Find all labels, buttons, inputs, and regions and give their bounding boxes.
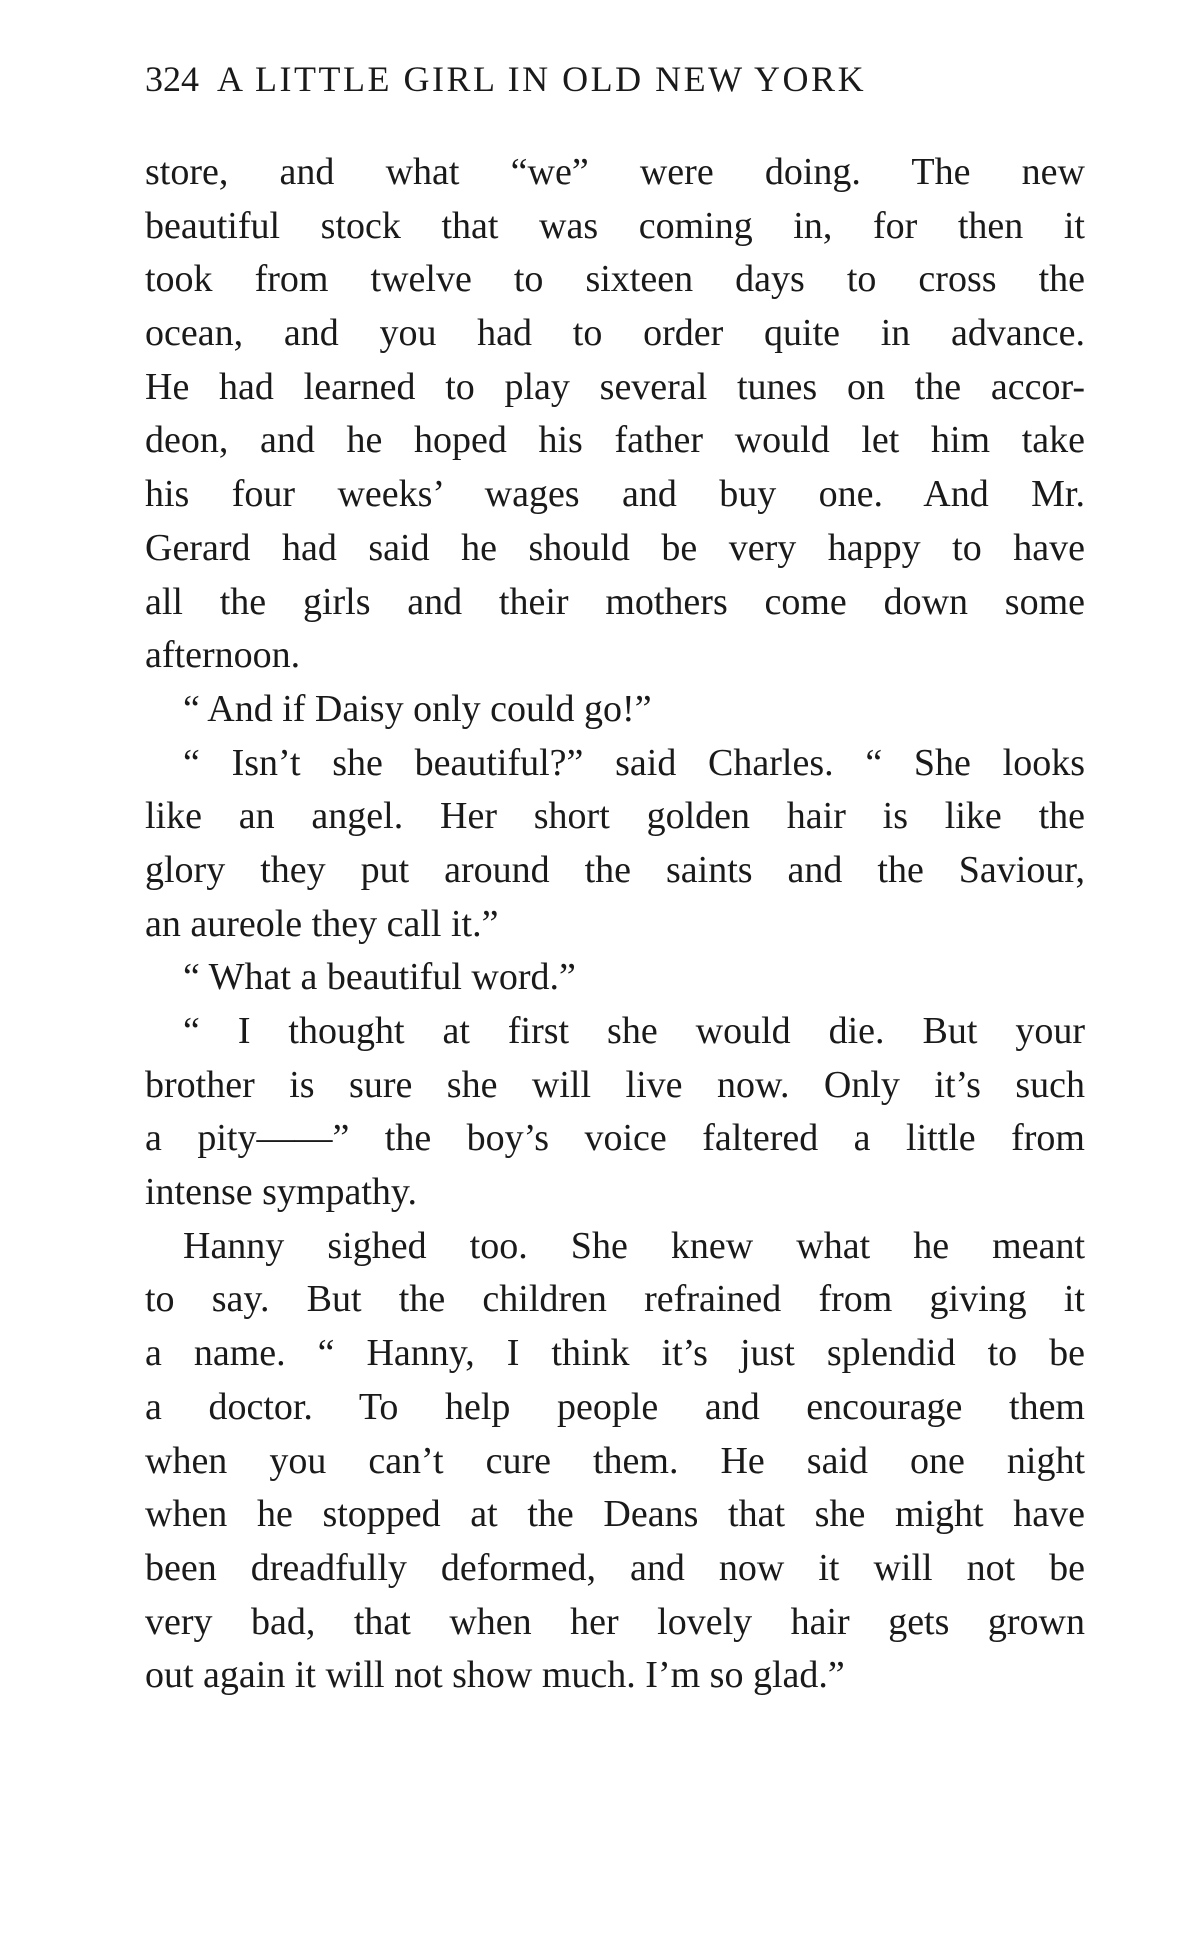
- text-line: very bad, that when her lovely hair gets grown: [145, 1600, 1085, 1643]
- text-line: out again it will not show much. I’m so glad.”: [145, 1654, 845, 1697]
- text-line: took from twelve to sixteen days to cross the: [145, 258, 1085, 301]
- text-line: a doctor. To help people and encourage them: [145, 1385, 1085, 1428]
- text-line: a pity——” the boy’s voice faltered a little from: [145, 1117, 1085, 1160]
- text-line: ocean, and you had to order quite in advance.: [145, 312, 1085, 355]
- text-line: deon, and he hoped his father would let him take: [145, 419, 1085, 462]
- text-line: Gerard had said he should be very happy to have: [145, 526, 1085, 569]
- text-line: Hanny sighed too. She knew what he meant: [183, 1224, 1085, 1267]
- text-line: like an angel. Her short golden hair is like the: [145, 795, 1085, 838]
- text-line: store, and what “we” were doing. The new: [145, 151, 1085, 193]
- text-line: his four weeks’ wages and buy one. And Mr.: [145, 473, 1085, 516]
- text-line: been dreadfully deformed, and now it will not be: [145, 1546, 1085, 1589]
- text-line: glory they put around the saints and the Saviour,: [145, 848, 1085, 891]
- text-line: “ And if Daisy only could go!”: [183, 687, 652, 730]
- text-line: afternoon.: [145, 634, 301, 677]
- text-line: He had learned to play several tunes on the accor-: [145, 365, 1085, 408]
- page-number: 324: [145, 59, 199, 99]
- text-line: when you can’t cure them. He said one night: [145, 1439, 1085, 1482]
- text-line: brother is sure she will live now. Only it’s such: [145, 1063, 1085, 1106]
- page-header: [145, 58, 866, 100]
- text-line: “ Isn’t she beautiful?” said Charles. “ She looks: [183, 741, 1085, 784]
- text-line: all the girls and their mothers come down some: [145, 580, 1085, 623]
- body-text: [145, 146, 1085, 1703]
- text-line: to say. But the children refrained from giving it: [145, 1278, 1085, 1321]
- text-line: a name. “ Hanny, I think it’s just splendid to be: [145, 1332, 1085, 1375]
- text-line: “ What a beautiful word.”: [183, 956, 576, 999]
- text-line: an aureole they call it.”: [145, 902, 499, 945]
- text-line: intense sympathy.: [145, 1171, 417, 1214]
- text-line: “ I thought at first she would die. But your: [183, 1010, 1085, 1052]
- running-title: A LITTLE GIRL IN OLD NEW YORK: [217, 59, 867, 99]
- text-line: when he stopped at the Deans that she might have: [145, 1493, 1085, 1536]
- text-line: beautiful stock that was coming in, for then it: [145, 204, 1085, 247]
